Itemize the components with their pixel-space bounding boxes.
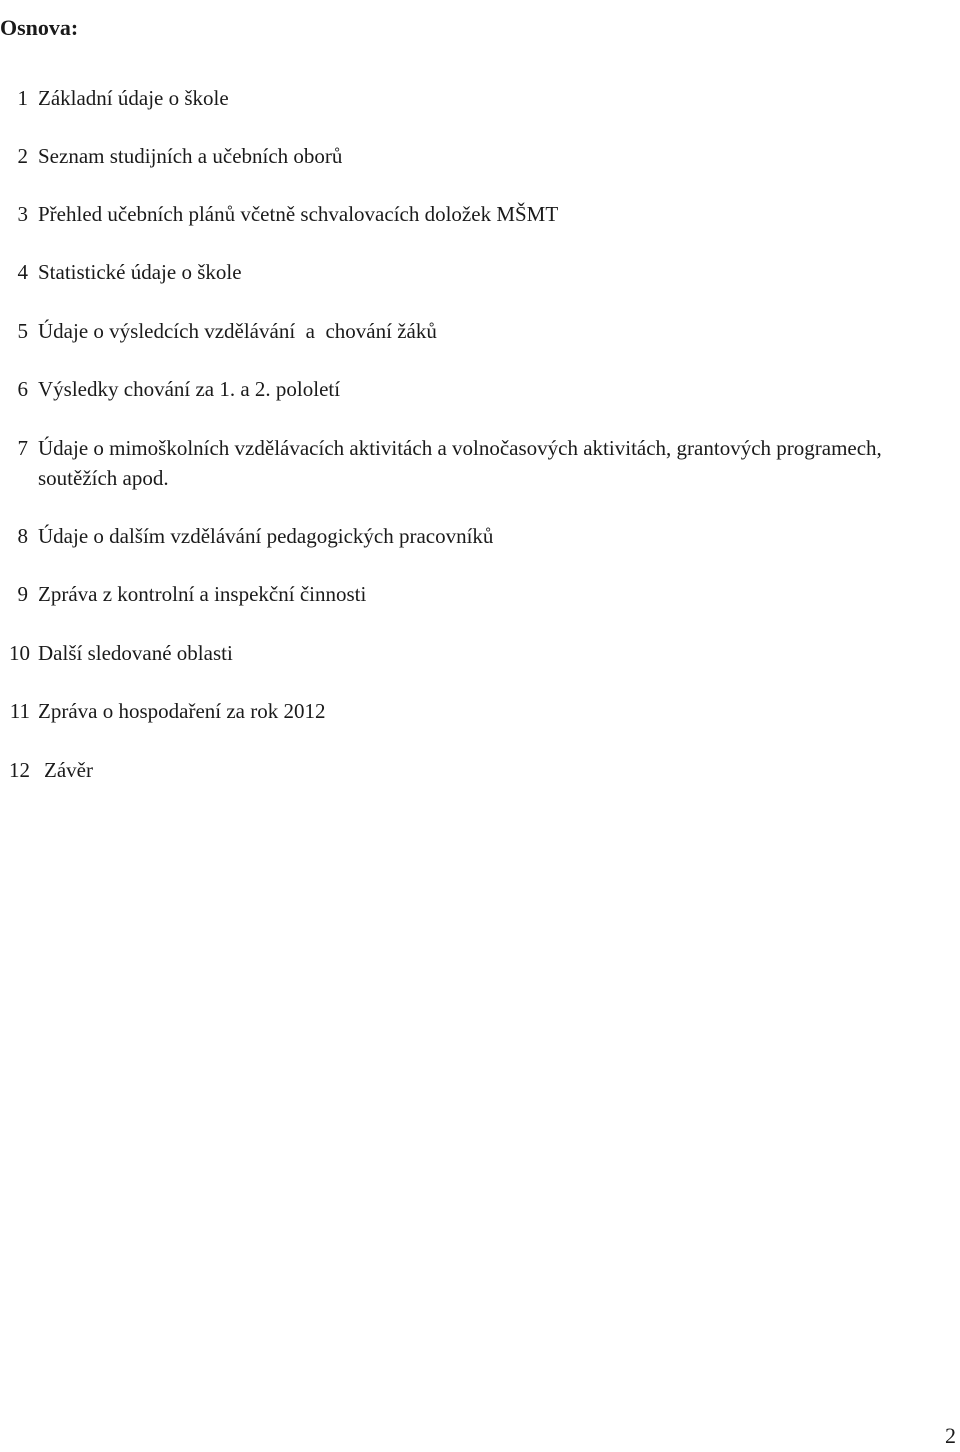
- toc-item-title: Údaje o mimoškolních vzdělávacích aktivitách a volnočasových aktivitách, grantových programech, soutěžích apod.: [38, 436, 888, 490]
- toc-item-title: Statistické údaje o škole: [38, 260, 242, 284]
- toc-item-title: Přehled učebních plánů včetně schvalovacích doložek MŠMT: [38, 202, 559, 226]
- toc-item-number: 8: [17, 524, 28, 548]
- toc-item-title: Seznam studijních a učebních oborů: [38, 144, 343, 168]
- toc-item: [0, 316, 935, 346]
- toc-item: [0, 755, 935, 785]
- toc-item: [0, 579, 935, 609]
- toc-item: [0, 83, 935, 113]
- toc-item-number: 7: [17, 436, 28, 460]
- toc-item-number: 2: [17, 144, 28, 168]
- toc-item-title: Zpráva o hospodaření za rok 2012: [38, 699, 326, 723]
- toc-item-number: 10: [9, 641, 30, 665]
- toc-item: [0, 696, 935, 726]
- page-heading: Osnova:: [0, 14, 79, 40]
- toc-item-number: 6: [17, 377, 28, 401]
- toc-item: [0, 374, 935, 404]
- toc-item-title: Údaje o dalším vzdělávání pedagogických pracovníků: [38, 524, 494, 548]
- toc-item-title: Základní údaje o škole: [38, 86, 229, 110]
- toc-item-number: 11: [9, 699, 30, 723]
- toc-item: [0, 521, 935, 551]
- toc-item: [0, 433, 935, 493]
- toc-item-title: Zpráva z kontrolní a inspekční činnosti: [38, 582, 367, 606]
- toc-item-title: Výsledky chování za 1. a 2. pololetí: [38, 377, 341, 401]
- toc-item-number: 4: [17, 260, 28, 284]
- toc-item-number: 3: [17, 202, 28, 226]
- toc-item: [0, 199, 935, 229]
- page-number: 2: [945, 1423, 956, 1448]
- toc-item-number: 5: [17, 319, 28, 343]
- toc-item: [0, 638, 935, 668]
- toc-item-number: 12: [9, 758, 30, 782]
- toc-item-title: Závěr: [44, 758, 93, 782]
- toc-item: [0, 257, 935, 287]
- toc-item: [0, 141, 935, 171]
- toc-item-title: Další sledované oblasti: [38, 641, 233, 665]
- toc-item-number: 1: [17, 86, 28, 110]
- toc-item-number: 9: [17, 582, 28, 606]
- toc-item-title: Údaje o výsledcích vzdělávání a chování žáků: [38, 319, 437, 343]
